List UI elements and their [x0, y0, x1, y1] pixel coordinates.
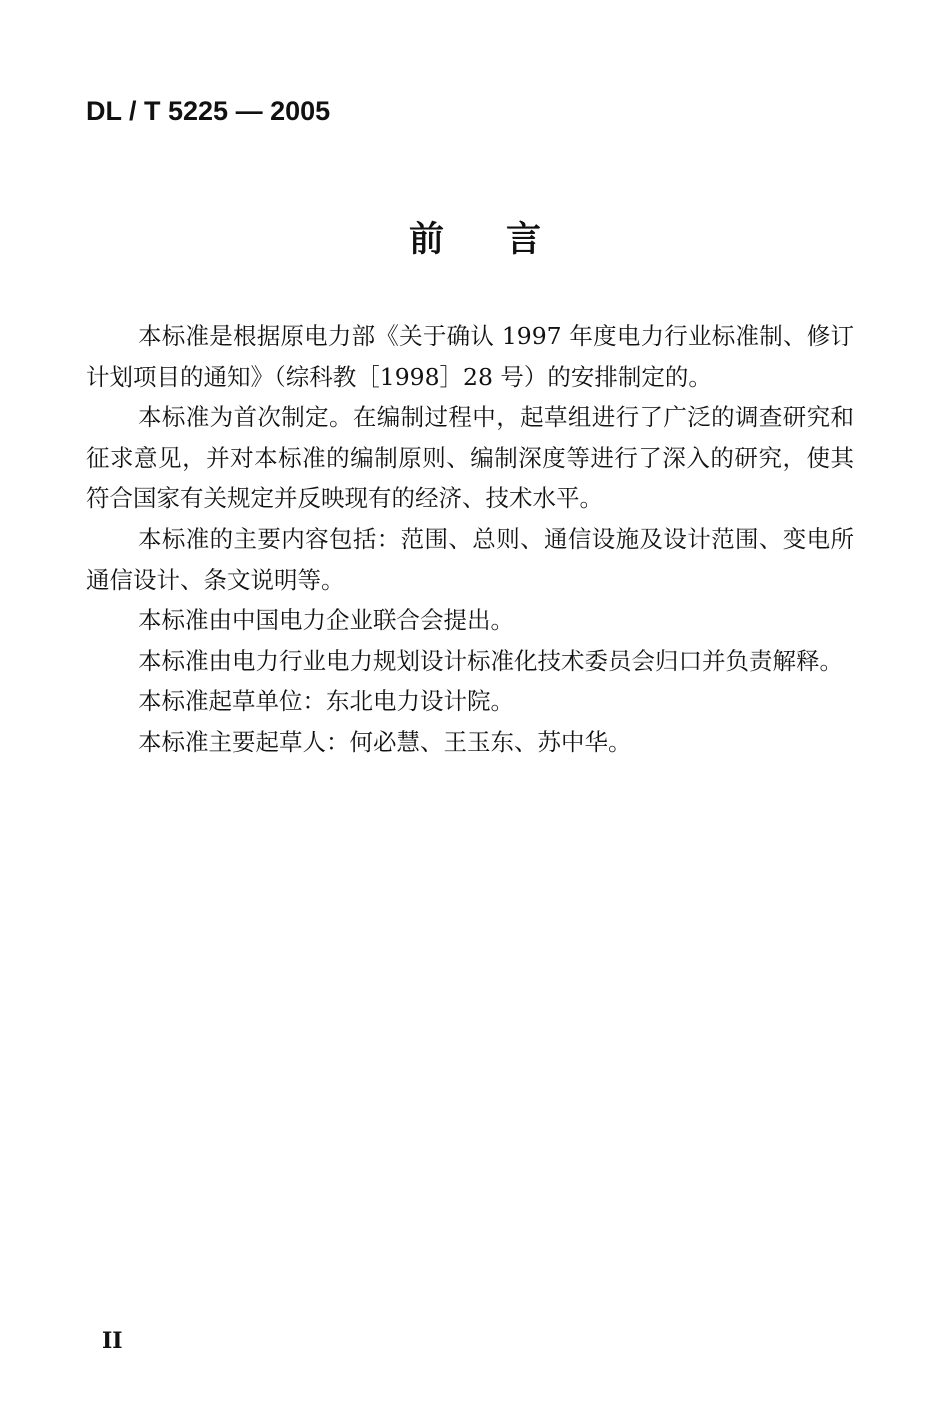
paragraph-4: 本标准由中国电力企业联合会提出。 [138, 606, 514, 635]
paragraph-1: 本标准是根据原电力部《关于确认 1997 年度电力行业标准制、修订计划项目的通知》（综科教［1998］28 号）的安排制定的。 [86, 322, 854, 391]
page-title [0, 212, 950, 262]
standard-number: DL / T 5225 — 2005 [86, 96, 331, 126]
title-char-1: 前 [408, 220, 444, 260]
paragraph-2: 本标准为首次制定。在编制过程中，起草组进行了广泛的调查研究和征求意见，并对本标准的编制原则、编制深度等进行了深入的研究，使其符合国家有关规定并反映现有的经济、技术水平。 [86, 403, 854, 513]
page-number: II [102, 1328, 123, 1354]
paragraph-7: 本标准主要起草人：何必慧、王玉东、苏中华。 [138, 727, 632, 756]
title-char-2: 言 [506, 220, 542, 260]
preface-body [86, 316, 854, 763]
paragraph-5: 本标准由电力行业电力规划设计标准化技术委员会归口并负责解释。 [138, 646, 843, 675]
paragraph-6: 本标准起草单位：东北电力设计院。 [138, 687, 514, 716]
paragraph-3: 本标准的主要内容包括：范围、总则、通信设施及设计范围、变电所通信设计、条文说明等。 [86, 524, 854, 594]
